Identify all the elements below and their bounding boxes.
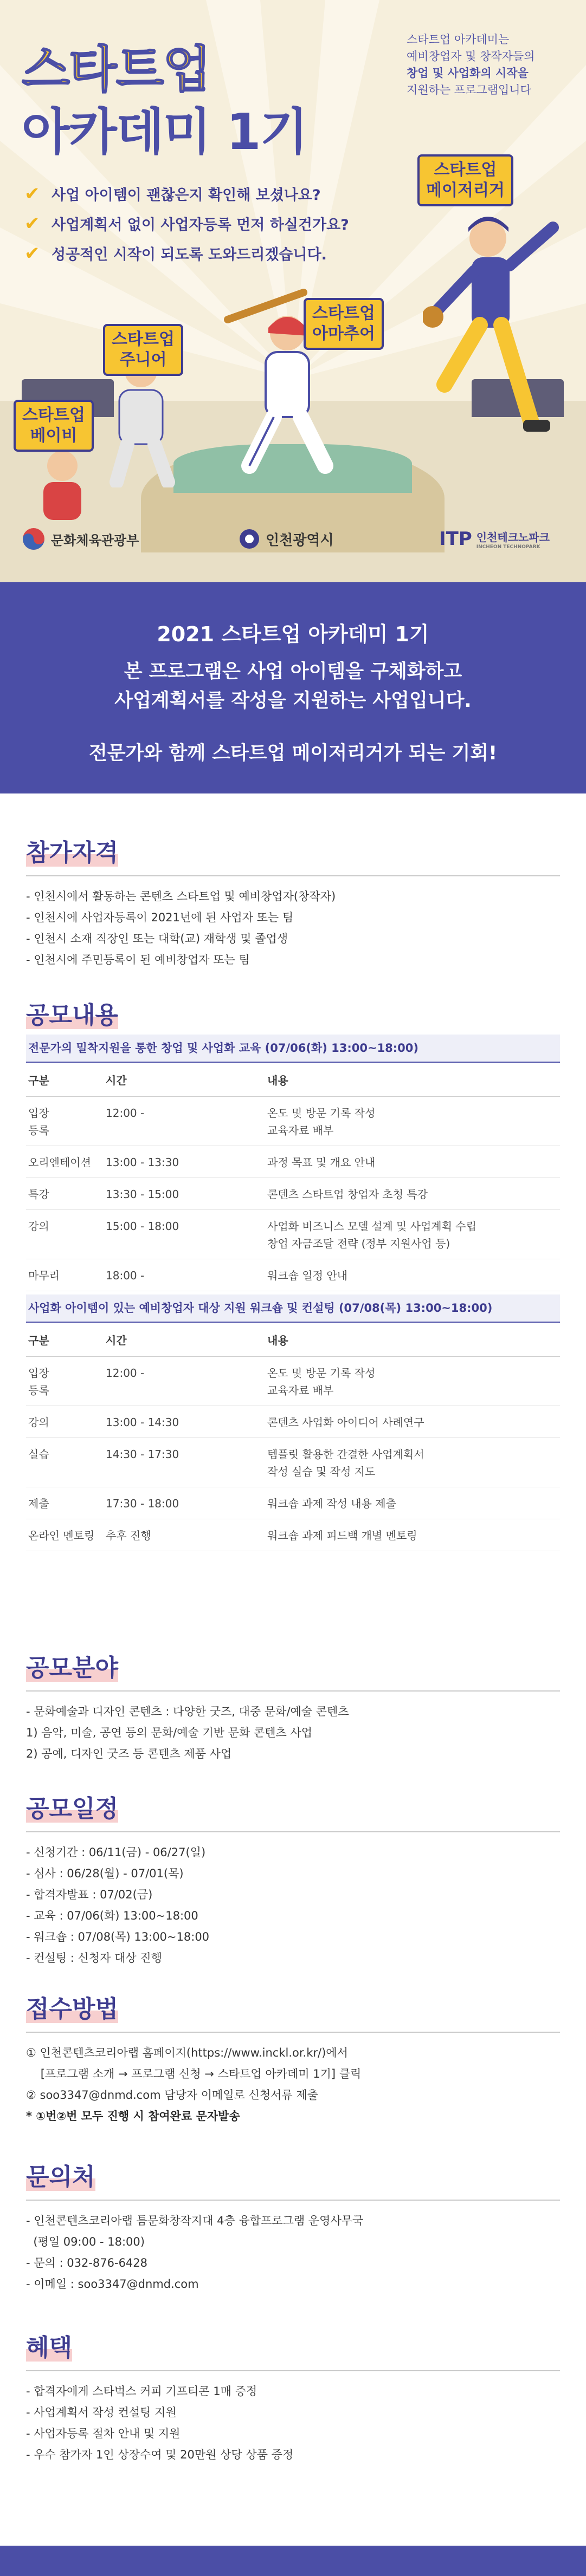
table-cell: 강의 (26, 1210, 104, 1259)
list-item: - 이메일 : soo3347@dnmd.com (26, 2278, 199, 2291)
kid-illustration (22, 444, 103, 525)
list-item: - 사업계획서 작성 컨설팅 지원 (26, 2406, 177, 2419)
tagline-line: 창업 및 사업화의 시작을 (407, 67, 529, 80)
divider (26, 2200, 560, 2201)
section-contact (26, 2158, 560, 2295)
table-row (26, 1210, 560, 1259)
incheon-city-icon (239, 528, 260, 550)
table-cell: 추후 진행 (104, 1519, 265, 1551)
tagline-line: 예비창업자 및 창작자들의 (407, 50, 535, 63)
table-cell: 강의 (26, 1406, 104, 1438)
banner-description-line: 사업계획서를 작성을 지원하는 사업입니다. (114, 690, 472, 712)
list-item: - 컨설팅 : 신청자 대상 진행 (26, 1951, 162, 1964)
list-item: - 사업자등록 절차 안내 및 지원 (26, 2427, 181, 2440)
section-fields (26, 1649, 560, 1765)
list-item: - 신청기간 : 06/11(금) - 06/27(일) (26, 1846, 206, 1859)
table-row (26, 1406, 560, 1438)
logo-ministry (22, 523, 139, 555)
table-header: 구분 (26, 1323, 104, 1357)
list-item: - 인천시에 주민등록이 된 예비창업자 또는 팀 (26, 953, 250, 966)
table-cell: 마무리 (26, 1259, 104, 1291)
table-header: 시간 (104, 1063, 265, 1097)
table-cell: 13:00 - 14:30 (104, 1406, 265, 1438)
schedule-subheading: 사업화 아이템이 있는 예비창업자 대상 지원 워크숍 및 컨설팅 (07/08(목) 13:00~18:00) (26, 1294, 560, 1323)
section-title: 공모일정 (26, 1795, 119, 1823)
bubble-text: 메이저리거 (426, 181, 505, 200)
list-item: (평일 09:00 - 18:00) (26, 2235, 145, 2248)
section-schedule (26, 1790, 560, 1969)
table-row (26, 1146, 560, 1178)
table-cell: 제출 (26, 1487, 104, 1519)
banner-description-line: 본 프로그램은 사업 아이템을 구체화하고 (124, 661, 462, 682)
hero-title-line1: 스타트업 (22, 41, 210, 99)
table-row (26, 1259, 560, 1291)
table-row (26, 1519, 560, 1551)
bubble-text: 스타트업 (112, 330, 175, 349)
table-cell: 온라인 멘토링 (26, 1519, 104, 1551)
logo-itp-en: INCHEON TECHNOPARK (476, 544, 540, 550)
check-text: 사업계획서 없이 사업자등록 먼저 하실건가요? (51, 217, 349, 233)
section-title: 접수방법 (26, 1995, 119, 2023)
table-cell: 13:30 - 15:00 (104, 1178, 265, 1210)
hero-poster (0, 0, 586, 582)
table-cell: 템플릿 활용한 간결한 사업계획서 작성 실습 및 작성 지도 (265, 1438, 560, 1487)
question-checklist (24, 179, 349, 268)
table-row (26, 1438, 560, 1487)
logo-city-text: 인천광역시 (266, 532, 334, 549)
intro-banner (0, 582, 586, 793)
list-item: - 문의 : 032-876-6428 (26, 2256, 148, 2269)
table-cell: 12:00 - (104, 1097, 265, 1146)
table-cell: 15:00 - 18:00 (104, 1210, 265, 1259)
logo-itp (439, 523, 550, 555)
table-cell: 콘텐츠 스타트업 창업자 초청 특강 (265, 1178, 560, 1210)
list-item: - 인천시 소재 직장인 또는 대학(교) 재학생 및 졸업생 (26, 932, 288, 945)
table-row (26, 1097, 560, 1146)
list-item: - 합격자에게 스타벅스 커피 기프티콘 1매 증정 (26, 2385, 257, 2398)
table-cell: 실습 (26, 1438, 104, 1487)
logo-itp-name: 인천테크노파크 (476, 530, 550, 544)
table-cell: 워크숍 과제 피드백 개별 멘토링 (265, 1519, 560, 1551)
table-header: 구분 (26, 1063, 104, 1097)
list-item: - 인천시에 사업자등록이 2021년에 된 사업자 또는 팀 (26, 911, 294, 924)
list-item: [프로그램 소개 → 프로그램 신청 → 스타트업 아카데미 1기] 클릭 (26, 2067, 362, 2080)
bubble-text: 베이비 (30, 426, 78, 445)
table-header: 내용 (265, 1323, 560, 1357)
section-content (26, 997, 560, 1551)
divider (26, 1831, 560, 1832)
logo-ministry-text: 문화체육관광부 (51, 532, 139, 548)
list-item: 1) 음악, 미술, 공연 등의 문화/예술 기반 문화 콘텐츠 사업 (26, 1726, 313, 1739)
section-title: 참가자격 (26, 839, 119, 867)
divider (26, 2032, 560, 2033)
list-item: - 워크숍 : 07/08(목) 13:00~18:00 (26, 1930, 210, 1943)
bubble-text: 스타트업 (434, 160, 497, 179)
table-cell: 18:00 - (104, 1259, 265, 1291)
bubble-junior (103, 324, 183, 376)
check-text: 사업 아이템이 괜찮은지 확인해 보셨나요? (51, 187, 321, 204)
table-cell: 특강 (26, 1178, 104, 1210)
table-cell: 17:30 - 18:00 (104, 1487, 265, 1519)
footer-bar (0, 2546, 586, 2576)
table-cell: 사업화 비즈니스 모델 설계 및 사업계획 수립 창업 자금조달 전략 (정부 지원사업 등) (265, 1210, 560, 1259)
table-cell: 13:00 - 13:30 (104, 1146, 265, 1178)
divider (26, 1690, 560, 1692)
list-item: - 합격자발표 : 07/02(금) (26, 1888, 153, 1901)
check-item (24, 238, 349, 268)
section-benefits (26, 2329, 560, 2466)
taegeuk-icon (22, 527, 46, 551)
list-item: 2) 공예, 디자인 굿즈 등 콘텐츠 제품 사업 (26, 1747, 232, 1760)
check-item (24, 209, 349, 238)
table-cell: 입장 등록 (26, 1097, 104, 1146)
check-icon: ✔ (24, 242, 40, 264)
tagline-line: 스타트업 아카데미는 (407, 33, 510, 46)
logo-itp-mark: ITP (439, 528, 472, 550)
check-icon: ✔ (24, 212, 40, 235)
table-cell: 워크숍 일정 안내 (265, 1259, 560, 1291)
logo-incheon (239, 523, 334, 555)
check-icon: ✔ (24, 183, 40, 205)
list-item: - 인천시에서 활동하는 콘텐츠 스타트업 및 예비창업자(창작자) (26, 890, 336, 903)
table-cell: 12:00 - (104, 1357, 265, 1406)
divider (26, 875, 560, 876)
table-header: 내용 (265, 1063, 560, 1097)
workshop-schedule-table (26, 1323, 560, 1551)
pitcher-illustration (423, 206, 564, 455)
table-cell: 온도 및 방문 기록 작성 교육자료 배부 (265, 1097, 560, 1146)
list-item: ① 인천콘텐츠코리아랩 홈페이지(https://www.inckl.or.kr/)에서 (26, 2046, 348, 2059)
list-item: - 우수 참가자 1인 상장수여 및 20만원 상당 상품 증정 (26, 2448, 294, 2461)
table-cell: 입장 등록 (26, 1357, 104, 1406)
bubble-text: 주니어 (119, 350, 167, 369)
list-item: - 인천콘텐츠코리아랩 틈문화창작지대 4층 융합프로그램 운영사무국 (26, 2214, 364, 2227)
table-header: 시간 (104, 1323, 265, 1357)
banner-title: 2021 스타트업 아카데미 1기 (157, 622, 429, 646)
apply-note: * ①번②번 모두 진행 시 참여완료 문자발송 (26, 2110, 240, 2123)
banner-slogan: 전문가와 함께 스타트업 메이저리거가 되는 기회! (88, 743, 498, 764)
table-cell: 콘텐츠 사업화 아이디어 사례연구 (265, 1406, 560, 1438)
bubble-text: 스타트업 (312, 304, 375, 323)
tagline-line: 지원하는 프로그램입니다 (407, 83, 531, 96)
bubble-text: 스타트업 (22, 406, 85, 425)
hero-tagline (407, 31, 575, 99)
table-row (26, 1357, 560, 1406)
table-cell: 온도 및 방문 기록 작성 교육자료 배부 (265, 1357, 560, 1406)
section-title: 혜택 (26, 2334, 73, 2362)
table-row (26, 1178, 560, 1210)
section-title: 공모분야 (26, 1654, 119, 1682)
schedule-subheading: 전문가의 밀착지원을 통한 창업 및 사업화 교육 (07/06(화) 13:00~18:00) (26, 1035, 560, 1063)
banner-description (0, 657, 586, 715)
table-cell: 과정 목표 및 개요 안내 (265, 1146, 560, 1178)
bubble-baby (14, 400, 94, 452)
list-item: - 문화예술과 디자인 콘텐츠 : 다양한 굿즈, 대중 문화/예술 콘텐츠 (26, 1705, 349, 1718)
table-cell: 워크숍 과제 작성 내용 제출 (265, 1487, 560, 1519)
hero-title-line2: 아카데미 1기 (22, 103, 307, 161)
table-cell: 오리엔테이션 (26, 1146, 104, 1178)
table-cell: 14:30 - 17:30 (104, 1438, 265, 1487)
bubble-text: 아마추어 (312, 324, 375, 343)
bubble-major-leaguer (417, 154, 513, 206)
list-item: ② soo3347@dnmd.com 담당자 이메일로 신청서류 제출 (26, 2089, 318, 2102)
education-schedule-table (26, 1063, 560, 1291)
check-text: 성공적인 시작이 되도록 도와드리겠습니다. (51, 246, 327, 263)
section-apply (26, 1990, 560, 2127)
section-eligibility (26, 834, 560, 971)
section-title: 공모내용 (26, 1001, 119, 1029)
check-item (24, 179, 349, 209)
bubble-amateur (304, 298, 384, 350)
list-item: - 교육 : 07/06(화) 13:00~18:00 (26, 1909, 198, 1922)
list-item: - 심사 : 06/28(월) - 07/01(목) (26, 1867, 184, 1880)
divider (26, 2370, 560, 2371)
section-title: 문의처 (26, 2163, 95, 2191)
table-row (26, 1487, 560, 1519)
